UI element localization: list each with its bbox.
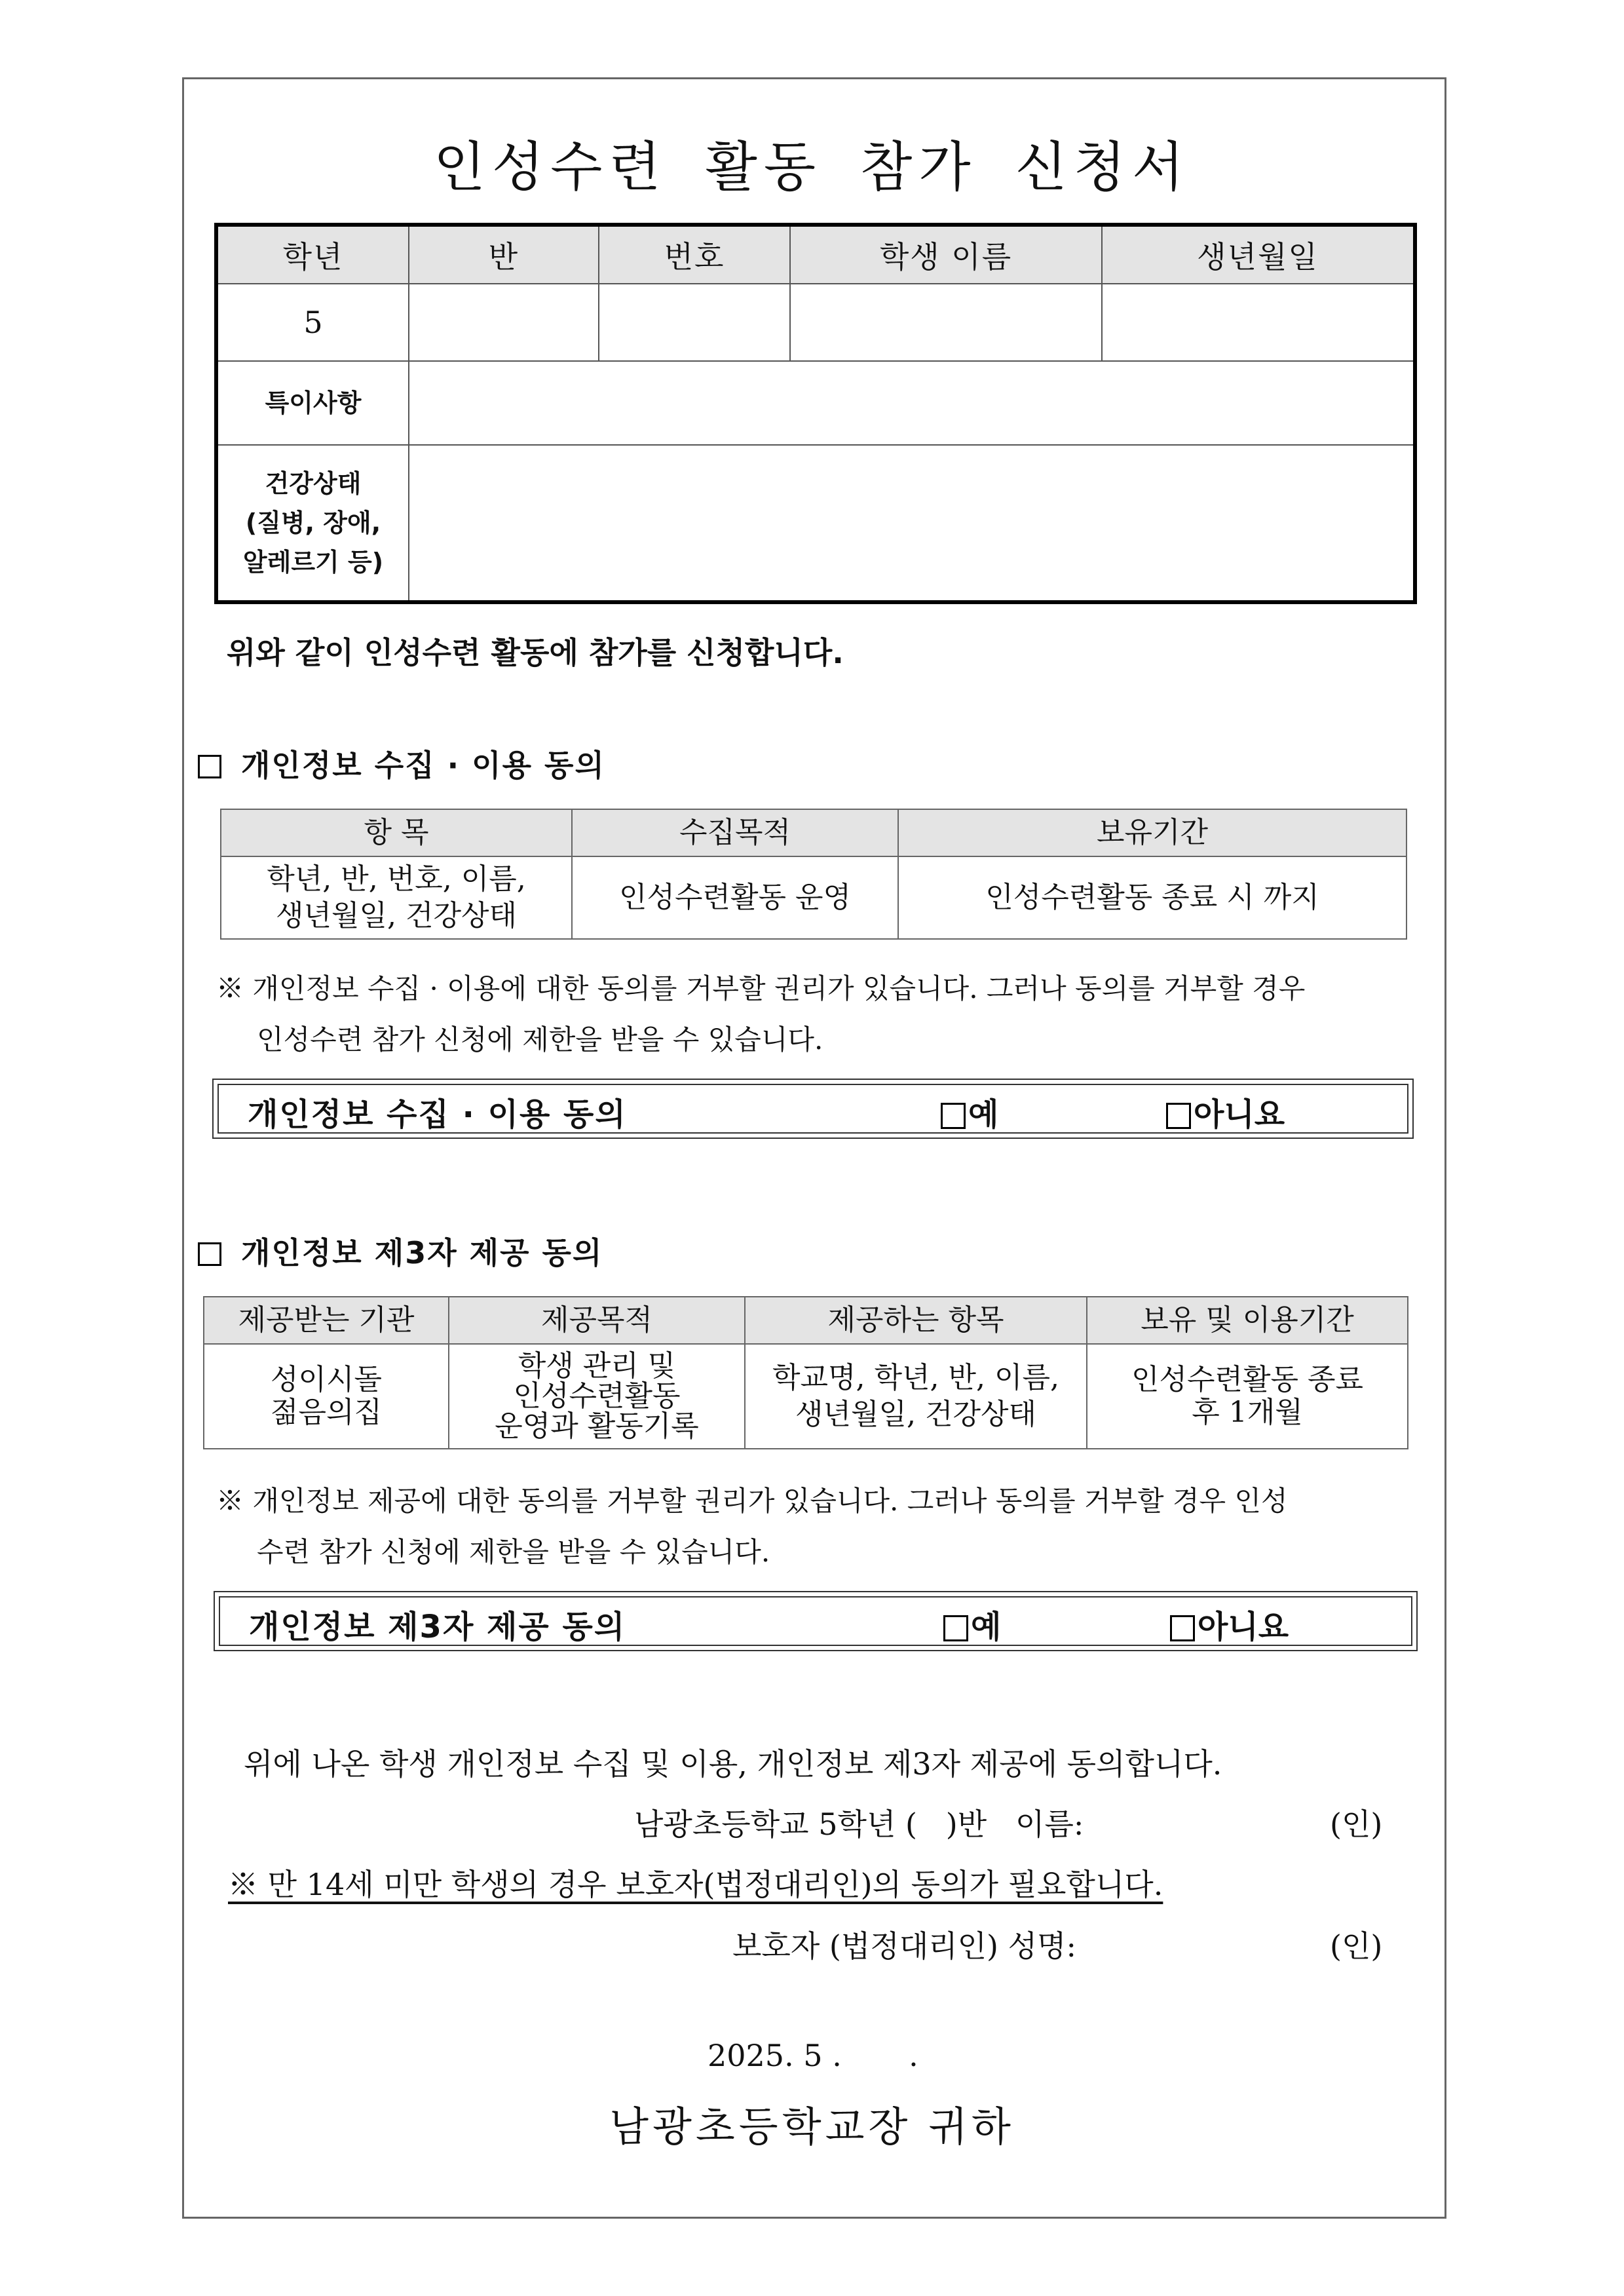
purpose-line: 학생 관리 및 [518,1349,676,1383]
third-party-consent-box [214,1591,1418,1651]
health-status-label [216,445,409,602]
checkbox-icon[interactable] [943,1615,968,1641]
items-line: 생년월일, 건강상태 [275,899,517,932]
period-line: 인성수련활동 종료 [1131,1363,1364,1396]
health-label-line: 건강상태 [265,469,362,498]
class-field[interactable] [409,284,599,361]
checkbox-icon[interactable] [941,1103,966,1129]
no-label: 아니요 [1194,1096,1285,1133]
student-info-table [214,223,1417,604]
provision-refusal-note [216,1476,1435,1578]
yes-label: 예 [971,1609,1002,1645]
header-grade: 학년 [216,225,409,284]
header-student-name: 학생 이름 [790,225,1102,284]
header-provided-items: 제공하는 항목 [745,1297,1087,1344]
retention-period: 인성수련활동 종료 시 까지 [898,856,1407,939]
org-line: 젊음의집 [270,1396,382,1429]
health-status-row [216,445,1415,602]
application-sentence: 위와 같이 인성수련 활동에 참가를 신청합니다. [227,635,844,670]
org-line: 성이시돌 [270,1363,382,1396]
guardian-seal[interactable]: (인) [1330,1928,1383,1964]
student-name-field[interactable] [790,284,1102,361]
collection-purpose: 인성수련활동 운영 [572,856,898,939]
agreement-sentence: 위에 나온 학생 개인정보 수집 및 이용, 개인정보 제3자 제공에 동의합니다. [244,1746,1222,1782]
collection-consent-box [212,1079,1414,1139]
application-date: 2025. 5 . . [708,2038,918,2073]
health-label-line: (질병, 장애, [245,508,381,537]
note-line: 수련 참가 신청에 제한을 받을 수 있습니다. [257,1536,770,1568]
header-provision-purpose: 제공목적 [449,1297,745,1344]
form-title: 인성수련 활동 참가 신청서 [433,136,1191,199]
section1-heading: 개인정보 수집 · 이용 동의 [241,748,605,783]
collection-table [220,809,1407,940]
note-line: ※ 개인정보 수집 · 이용에 대한 동의를 거부할 권리가 있습니다. 그러나 동의를 거부할 경우 [216,972,1306,1004]
header-recipient: 제공받는 기관 [204,1297,449,1344]
third-party-table-row [204,1344,1408,1449]
health-label-line: 알레르기 등) [242,548,384,577]
collection-table-row [221,856,1407,939]
recipient-line: 남광초등학교장 귀하 [609,2103,1015,2151]
collection-consent-no[interactable] [1166,1089,1285,1134]
header-number: 번호 [599,225,790,284]
purpose-line: 인성수련활동 [513,1379,681,1413]
period-line: 후 1개월 [1192,1396,1303,1429]
guardian-consent-note: ※ 만 14세 미만 학생의 경우 보호자(법정대리인)의 동의가 필요합니다. [228,1867,1163,1902]
special-notes-label: 특이사항 [216,361,409,445]
section-third-party [198,1229,603,1272]
yes-label: 예 [968,1096,999,1133]
header-items: 항 목 [221,809,572,856]
provision-purpose [449,1344,745,1449]
items-line: 생년월일, 건강상태 [795,1398,1036,1431]
third-party-consent-label: 개인정보 제3자 제공 동의 [249,1609,626,1645]
third-party-consent-no[interactable] [1170,1601,1289,1647]
student-signature-line: 남광초등학교 5학년 ( )반 이름: [634,1807,1084,1842]
recipient-org [204,1344,449,1449]
purpose-line: 운영과 활동기록 [495,1409,699,1443]
items-line: 학교명, 학년, 반, 이름, [772,1361,1059,1394]
header-use-period: 보유 및 이용기간 [1087,1297,1408,1344]
third-party-table [203,1296,1408,1449]
header-purpose: 수집목적 [572,809,898,856]
special-notes-field[interactable] [409,361,1415,445]
health-status-field[interactable] [409,445,1415,602]
third-party-consent-yes[interactable] [943,1601,1001,1647]
section2-heading: 개인정보 제3자 제공 동의 [241,1235,603,1271]
header-class: 반 [409,225,599,284]
third-party-table-header [204,1297,1408,1344]
special-notes-row [216,361,1415,445]
student-data-row [216,284,1415,361]
number-field[interactable] [599,284,790,361]
collection-refusal-note [216,963,1435,1065]
header-birthdate: 생년월일 [1102,225,1415,284]
checkbox-icon[interactable] [1170,1615,1195,1641]
checkbox-icon[interactable] [1166,1103,1191,1129]
collection-consent-yes[interactable] [941,1089,998,1134]
provided-items [745,1344,1087,1449]
note-line: 인성수련 참가 신청에 제한을 받을 수 있습니다. [257,1024,823,1056]
no-label: 아니요 [1198,1609,1289,1645]
collection-consent-label: 개인정보 수집 · 이용 동의 [248,1096,627,1133]
square-bullet-icon [198,755,221,778]
section-personal-info-collection [198,742,605,785]
collection-table-header [221,809,1407,856]
items-line: 학년, 반, 번호, 이름, [267,862,526,896]
student-table-header [216,225,1415,284]
square-bullet-icon [198,1242,221,1266]
header-period: 보유기간 [898,809,1407,856]
use-period [1087,1344,1408,1449]
student-seal[interactable]: (인) [1330,1807,1383,1842]
collected-items [221,856,572,939]
grade-value: 5 [216,284,409,361]
birthdate-field[interactable] [1102,284,1415,361]
note-line: ※ 개인정보 제공에 대한 동의를 거부할 권리가 있습니다. 그러나 동의를 거부할 경우 인성 [216,1485,1288,1517]
guardian-signature-line: 보호자 (법정대리인) 성명: [732,1928,1076,1964]
